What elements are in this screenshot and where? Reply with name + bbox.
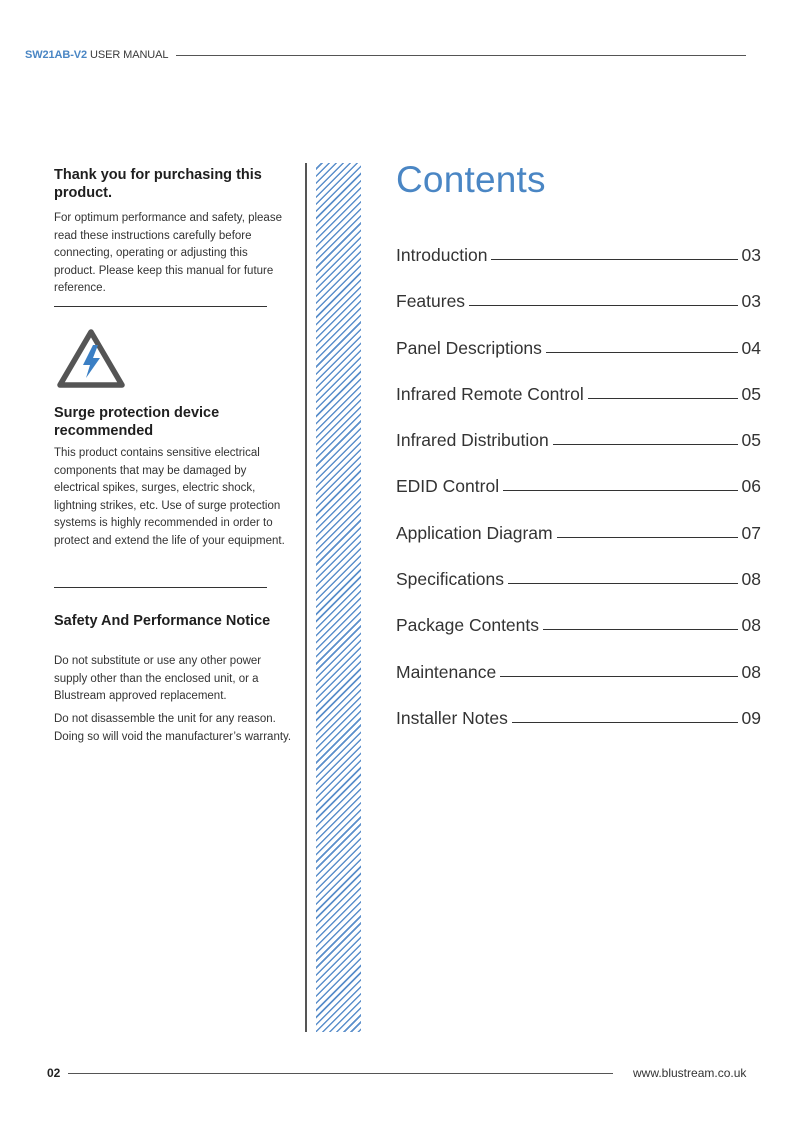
toc-page-number: 08 — [741, 661, 761, 682]
toc-page-number: 08 — [741, 569, 761, 590]
safety-heading: Safety And Performance Notice — [54, 613, 271, 629]
toc-label: Introduction — [396, 245, 488, 265]
toc-leader — [557, 537, 738, 538]
toc-label: Specifications — [396, 569, 504, 590]
model-name: SW21AB-V2 — [25, 49, 88, 61]
toc-entry[interactable] — [396, 657, 761, 683]
thanks-heading: Thank you for purchasing this product. — [54, 167, 262, 201]
toc-leader — [503, 490, 738, 491]
toc-label: Application Diagram — [396, 522, 553, 543]
toc-leader — [588, 398, 738, 399]
toc-leader — [469, 305, 738, 306]
toc-page-number: 07 — [741, 522, 761, 543]
toc-entry[interactable] — [396, 240, 761, 266]
toc-entry[interactable] — [396, 518, 761, 544]
toc-leader — [512, 722, 738, 723]
toc-leader — [508, 583, 738, 584]
toc-leader — [491, 259, 738, 260]
thanks-paragraph: For optimum performance and safety, please read these instructions carefully before connecting, operating or adjusting this product. Please keep this manual for future reference. — [54, 212, 282, 294]
toc-page-number: 09 — [741, 707, 761, 728]
toc-page-number: 05 — [741, 430, 761, 451]
toc-entry[interactable] — [396, 379, 761, 405]
toc-label: EDID Control — [396, 476, 500, 497]
header-rule — [176, 55, 746, 56]
toc-label: Features — [396, 291, 466, 312]
toc-page-number: 06 — [741, 476, 761, 497]
column-divider-line — [305, 163, 307, 1032]
hatched-divider-band — [316, 163, 361, 1032]
toc-page-number: 05 — [741, 383, 761, 404]
footer-rule — [68, 1073, 613, 1074]
toc-label: Installer Notes — [396, 707, 508, 728]
toc-label: Maintenance — [396, 661, 497, 682]
contents-title: Contents — [396, 159, 546, 200]
toc-label: Package Contents — [396, 615, 540, 636]
section-divider — [54, 306, 267, 307]
toc-entry[interactable] — [396, 703, 761, 729]
toc-leader — [500, 676, 738, 677]
toc-entry[interactable] — [396, 425, 761, 451]
toc-page-number: 04 — [741, 337, 761, 358]
toc-page-number: 03 — [741, 291, 761, 312]
toc-page-number: 03 — [741, 245, 761, 265]
running-header — [25, 49, 168, 61]
lightning-warning-icon — [55, 327, 127, 391]
document-type: USER MANUAL — [90, 49, 169, 61]
page-number: 02 — [47, 1066, 61, 1080]
toc-label: Infrared Remote Control — [396, 383, 584, 404]
surge-heading: Surge protection device recommended — [54, 405, 220, 439]
toc-leader — [546, 352, 738, 353]
safety-paragraph-1: Do not substitute or use any other power supply other than the enclosed unit, or a Blustream approved replacement. — [54, 655, 262, 702]
toc-entry[interactable] — [396, 564, 761, 590]
section-divider — [54, 587, 267, 588]
surge-paragraph: This product contains sensitive electrical components that may be damaged by electrical spikes, surges, electric shock, lightning strikes, etc. Use of surge protection systems is highly recommended in order to protect and extend the life of your equipment. — [54, 447, 285, 547]
toc-page-number: 08 — [741, 615, 761, 636]
safety-paragraph-2: Do not disassemble the unit for any reason. Doing so will void the manufacturer’s warranty. — [54, 713, 292, 743]
toc-entry[interactable] — [396, 610, 761, 636]
toc-label: Panel Descriptions — [396, 337, 542, 358]
toc-entry[interactable] — [396, 333, 761, 359]
toc-entry[interactable] — [396, 471, 761, 497]
toc-leader — [543, 629, 738, 630]
toc-entry[interactable] — [396, 286, 761, 312]
table-of-contents — [396, 240, 761, 749]
website-link[interactable]: www.blustream.co.uk — [633, 1066, 747, 1080]
toc-label: Infrared Distribution — [396, 430, 549, 451]
toc-leader — [553, 444, 738, 445]
